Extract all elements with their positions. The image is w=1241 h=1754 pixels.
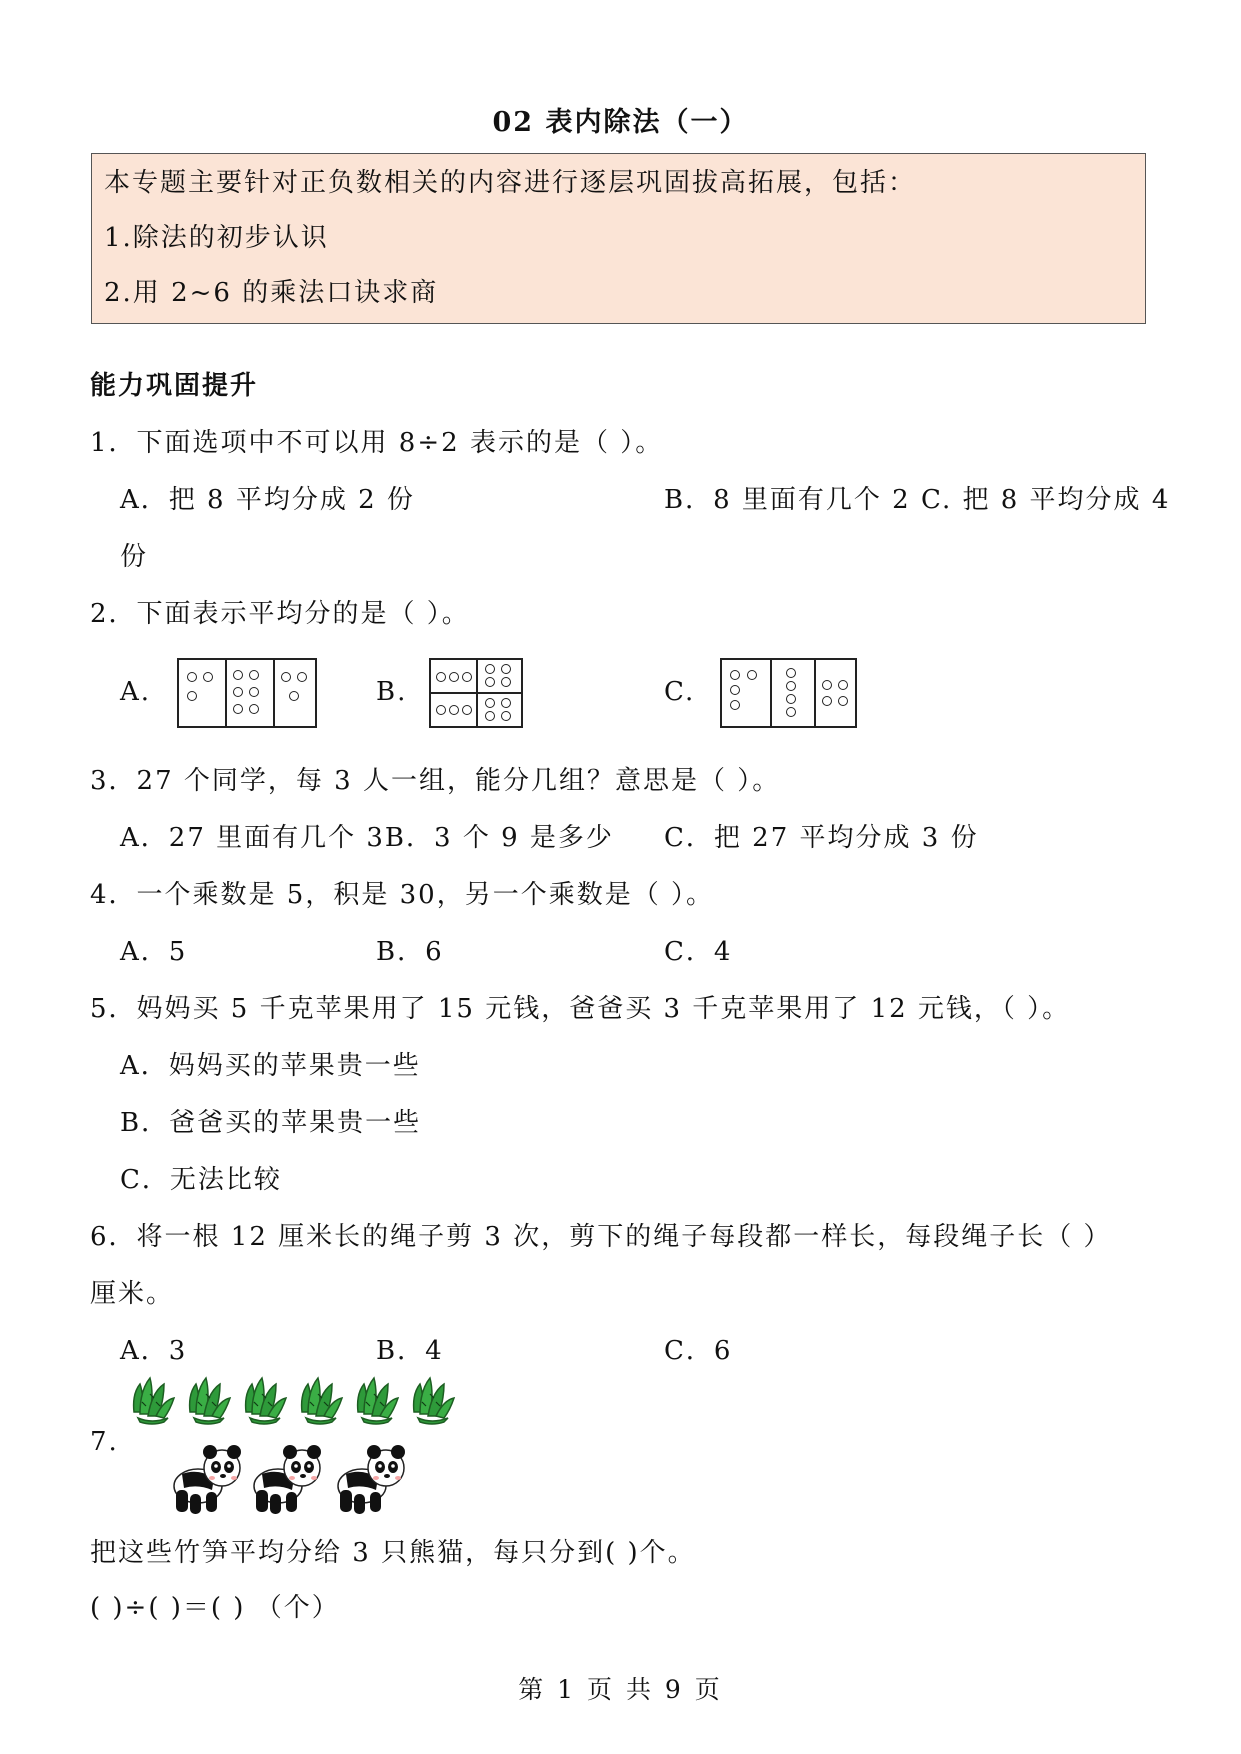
panda-2 [254,1445,321,1514]
page-title: 02 表内除法（一） [492,107,749,138]
page-footer: 第 1 页 共 9 页 [518,1675,723,1704]
q1-option-bc: B．8 里面有几个 2 C. 把 8 平均分成 4 [664,485,1171,515]
bamboo-shoot-1 [134,1378,174,1424]
figure-a [177,658,317,728]
q4-option-c: C．4 [664,937,733,967]
q5-stem: 5．妈妈买 5 千克苹果用了 15 元钱，爸爸买 3 千克苹果用了 12 元钱，（ ）。 [90,994,1071,1024]
section-title: 能力巩固提升 [90,371,259,401]
q2-option-a: A. [120,677,152,707]
q5-option-b: B．爸爸买的苹果贵一些 [120,1108,422,1138]
q3-option-ab: A．27 里面有几个 3B．3 个 9 是多少 [120,823,614,853]
bamboo-shoot-6 [414,1378,454,1424]
q5-option-a: A．妈妈买的苹果贵一些 [120,1051,421,1081]
bamboo-shoot-2 [190,1378,230,1424]
panda-1 [174,1445,241,1514]
q7-question-line: 把这些竹笋平均分给 3 只熊猫，每只分到( )个。 [90,1538,696,1568]
intro-box [91,153,1146,324]
intro-line-1: 本专题主要针对正负数相关的内容进行逐层巩固拔高拓展，包括： [104,168,917,198]
intro-line-2: 1.除法的初步认识 [104,223,329,253]
q2-option-b: B. [376,677,408,707]
q4-option-b: B．6 [376,937,444,967]
q7-number: 7. [90,1427,119,1457]
q1-option-a: A．把 8 平均分成 2 份 [120,485,415,515]
q2-stem: 2．下面表示平均分的是（ ）。 [90,599,470,629]
q6-option-c: C．6 [664,1336,733,1366]
q4-option-a: A．5 [120,937,188,967]
q2-option-c: C. [664,677,696,707]
intro-line-3: 2.用 2~6 的乘法口诀求商 [104,278,439,308]
q1-option-c-cont: 份 [120,542,149,572]
q6-option-b: B．4 [376,1336,444,1366]
q3-option-c: C．把 27 平均分成 3 份 [664,823,979,853]
q7-equation-line: ( )÷( )＝( ) （个） [90,1593,340,1623]
q3-stem: 3．27 个同学，每 3 人一组，能分几组？意思是（ ）。 [90,766,781,796]
figure-b [429,658,523,728]
bamboo-shoots-row [128,1372,468,1428]
bamboo-shoot-3 [246,1378,286,1424]
q6-stem: 6．将一根 12 厘米长的绳子剪 3 次，剪下的绳子每段都一样长，每段绳子长（ ） [90,1222,1112,1252]
q6-option-a: A．3 [120,1336,188,1366]
bamboo-shoot-5 [358,1378,398,1424]
pandas-row [168,1438,428,1518]
figure-c [720,658,857,728]
q1-stem: 1．下面选项中不可以用 8÷2 表示的是（ ）。 [90,428,664,458]
q4-stem: 4．一个乘数是 5，积是 30，另一个乘数是（ ）。 [90,880,714,910]
q6-stem-cont: 厘米。 [90,1279,175,1309]
panda-3 [338,1445,405,1514]
bamboo-shoot-4 [302,1378,342,1424]
q5-option-c: C．无法比较 [120,1165,282,1195]
